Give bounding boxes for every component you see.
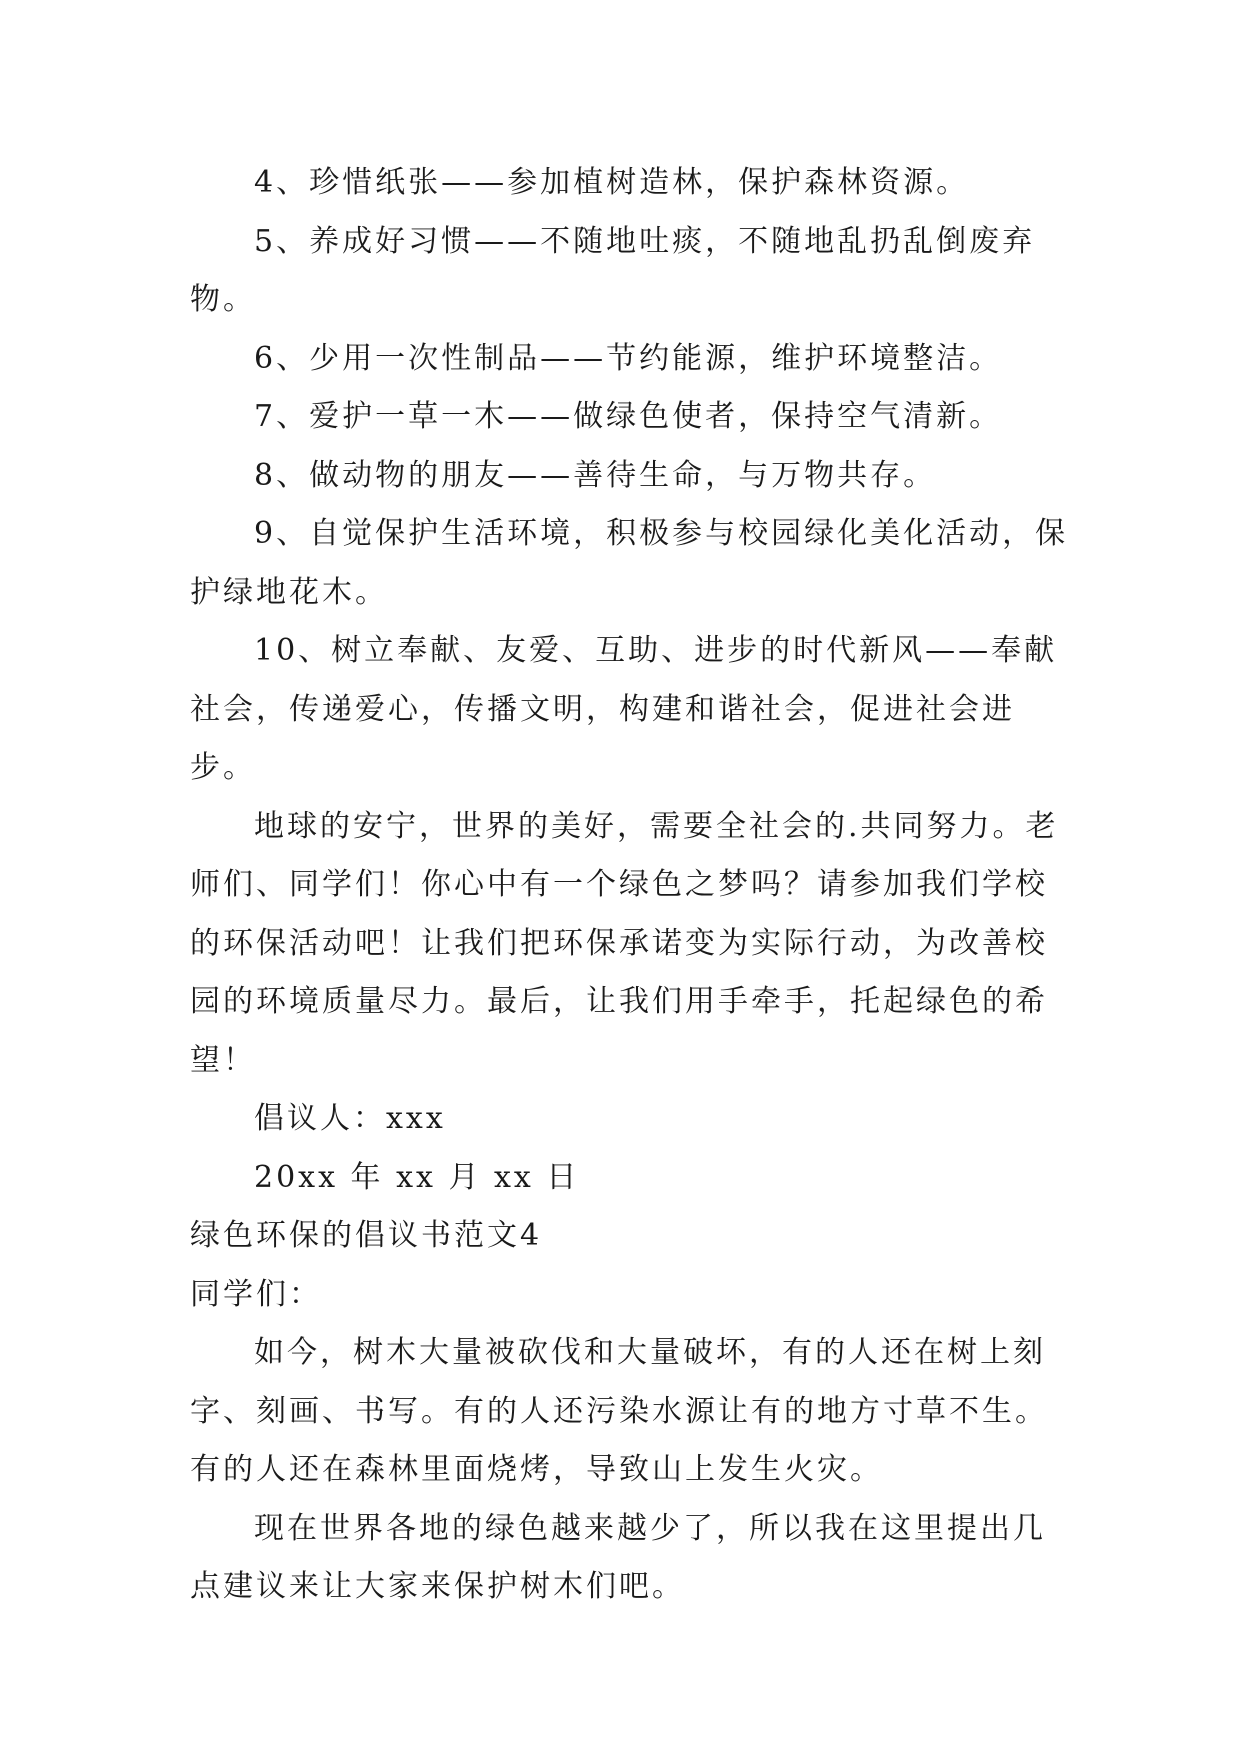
closing-paragraph: 地球的安宁，世界的美好，需要全社会的.共同努力。老师们、同学们！你心中有一个绿色之梦吗？请参加我们学校的环保活动吧！让我们把环保承诺变为实际行动，为改善校园的环境质量尽力。最后，让我们用手牵手，托起绿色的希望！: [190, 808, 1059, 1078]
body-paragraph: 如今，树木大量被砍伐和大量破坏，有的人还在树上刻字、刻画、书写。有的人还污染水源让有的地方寸草不生。有的人还在森林里面烧烤，导致山上发生火灾。: [190, 1335, 1048, 1487]
signatory: 倡议人：xxx: [254, 1101, 446, 1136]
paragraph-item-5: 5、养成好习惯——不随地吐痰，不随地乱扔乱倒废弃物。: [190, 223, 1036, 317]
salutation: 同学们：: [190, 1276, 322, 1312]
paragraph-item-8: 8、做动物的朋友——善待生命，与万物共存。: [254, 457, 937, 493]
paragraph-item-6: 6、少用一次性制品——节约能源，维护环境整洁。: [254, 340, 1003, 376]
paragraph-item-10: 10、树立奉献、友爱、互助、进步的时代新风——奉献社会，传递爱心，传播文明，构建和谐社会，促进社会进步。: [190, 633, 1058, 785]
body-paragraph: 现在世界各地的绿色越来越少了，所以我在这里提出几点建议来让大家来保护树木们吧。: [190, 1510, 1046, 1604]
paragraph-item-9: 9、自觉保护生活环境，积极参与校园绿化美化活动，保护绿地花木。: [190, 516, 1069, 610]
date-line: 20xx 年 xx 月 xx 日: [254, 1159, 580, 1195]
document-body: [190, 154, 1070, 1617]
section-title: 绿色环保的倡议书范文4: [190, 1218, 543, 1253]
paragraph-item-4: 4、珍惜纸张——参加植树造林，保护森林资源。: [254, 165, 970, 200]
paragraph-item-7: 7、爱护一草一木——做绿色使者，保持空气清新。: [254, 399, 1003, 434]
